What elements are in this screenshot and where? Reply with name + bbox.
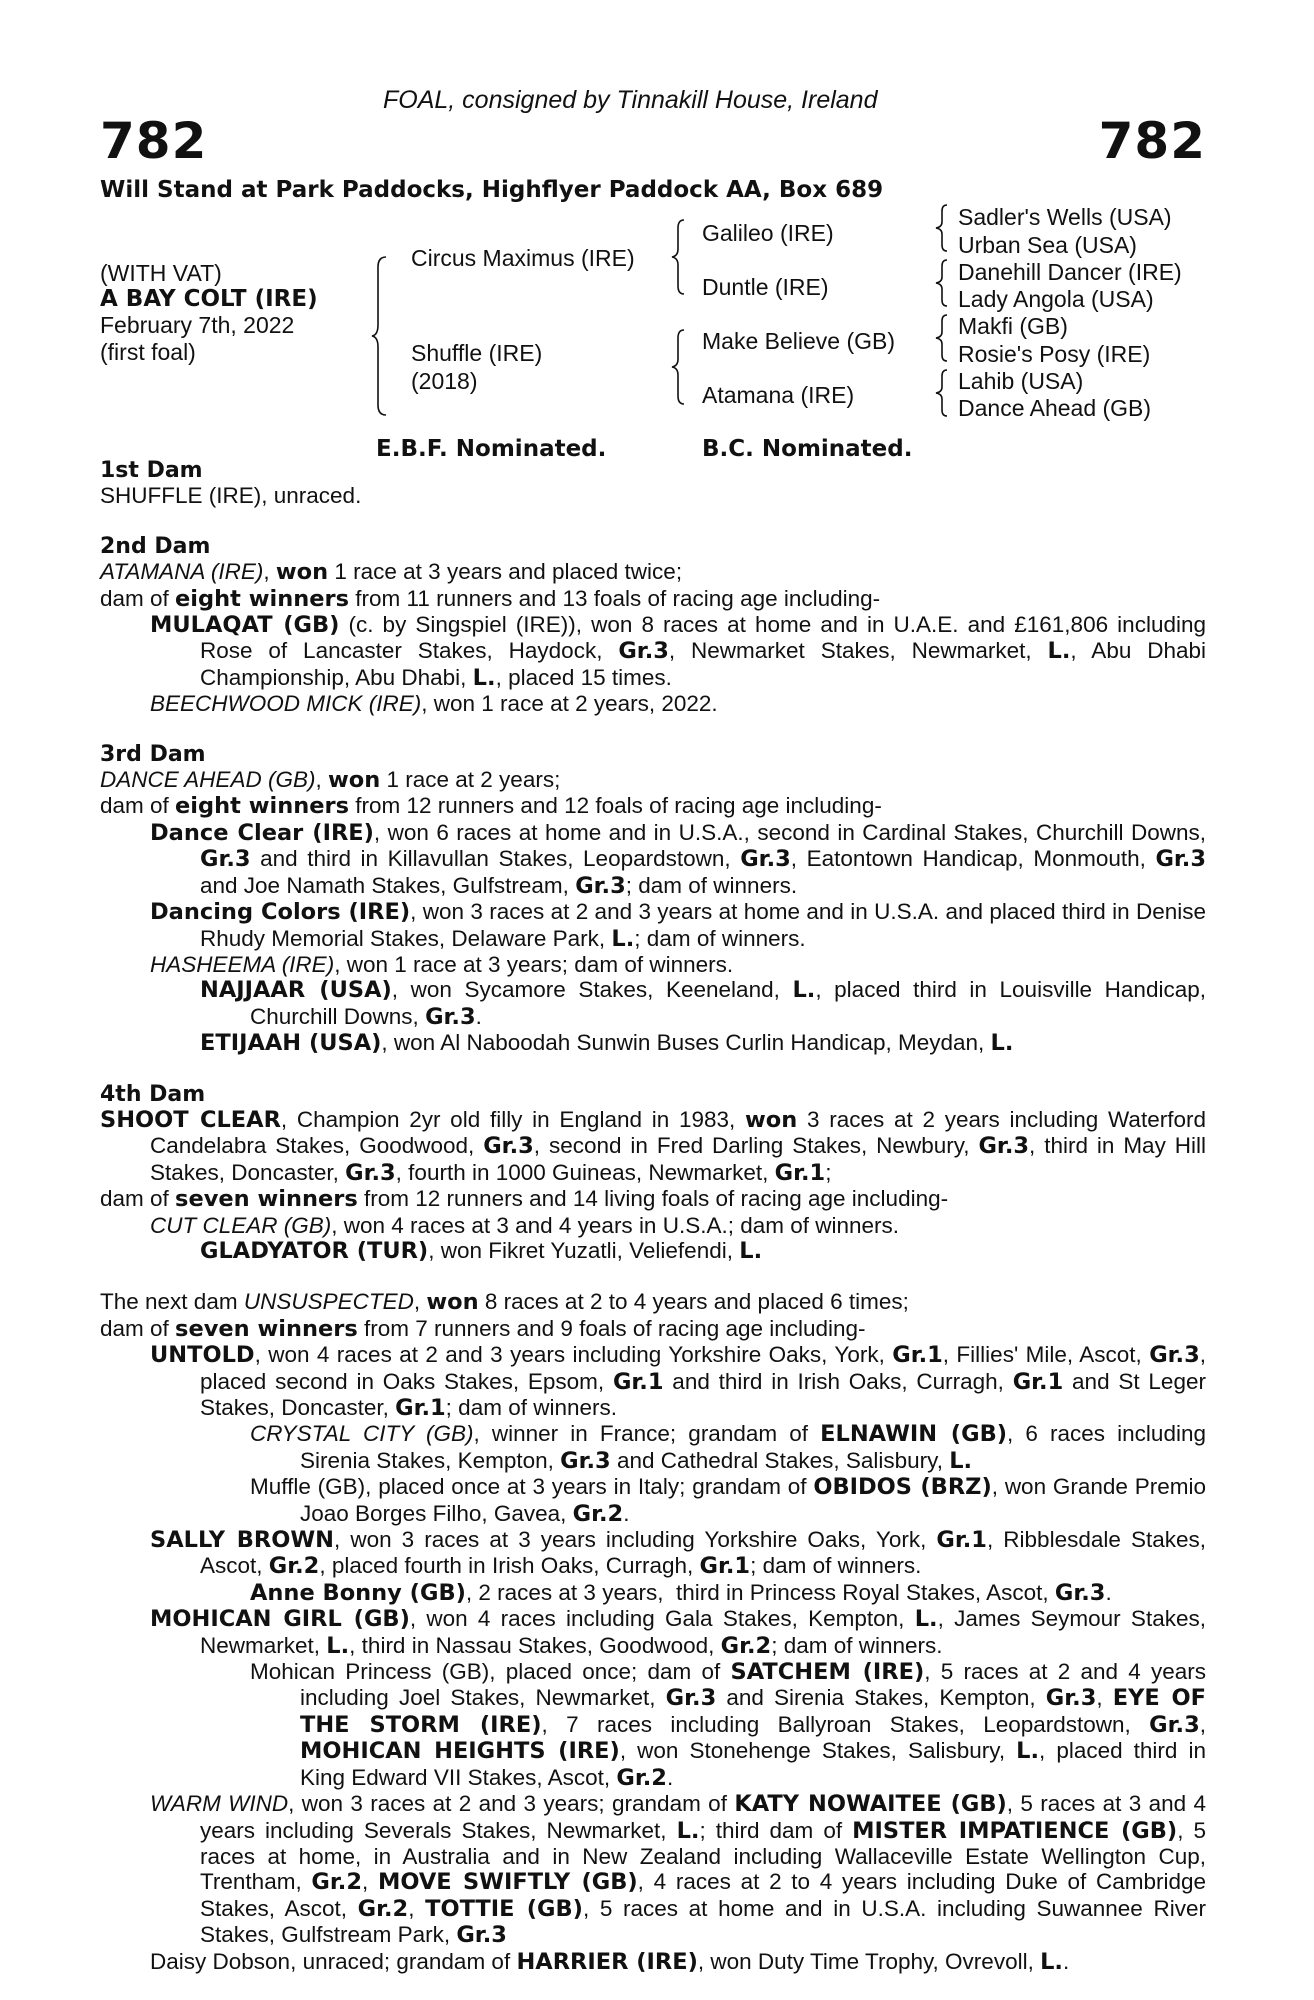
pedigree-dam-year: (2018) (411, 368, 478, 394)
pedigree-sds: Danehill Dancer (IRE) (958, 259, 1182, 285)
next-dam-progeny-untold: UNTOLD, won 4 races at 2 and 3 years including Yorkshire Oaks, York, Gr.1, Fillies' Mile, Ascot, Gr.3, placed second in Oaks Stakes, Epsom, Gr.1 and third in Irish Oaks, Curragh, Gr.1 and St Leger Stakes, Doncaster, Gr.1; dam of winners. (150, 1342, 1207, 1421)
fourth-dam-shoot-clear: SHOOT CLEAR, Champion 2yr old filly in England in 1983, won 3 races at 2 years including Waterford Candelabra Stakes, Goodwood, Gr.3, second in Fred Darling Stakes, Newbury, Gr.3, third in May Hill Stakes, Doncaster, Gr.3, fourth in 1000 Guineas, Newmarket, Gr.1; (100, 1106, 1206, 1186)
third-dam-line-2: dam of eight winners from 12 runners and 12 foals of racing age including- (100, 793, 882, 820)
pedigree-ddd: Dance Ahead (GB) (958, 395, 1152, 421)
third-dam-line-1: DANCE AHEAD (GB), won 1 race at 2 years; (100, 767, 561, 794)
pedigree-brace-sire (670, 218, 688, 296)
next-dam-line-2: dam of seven winners from 7 runners and 9 foals of racing age including- (100, 1315, 866, 1342)
pedigree-dd: Atamana (IRE) (702, 382, 855, 408)
next-dam-progeny-warm-wind: WARM WIND, won 3 races at 2 and 3 years; grandam of KATY NOWAITEE (GB), 5 races at 3 and 4 years including Severals Stakes, Newmarket, L.; third dam of MISTER IMPATIENCE (GB), 5 races at home, in Australia and in New Zealand including Wallaceville Estate Wellington Cup, Trentham, Gr.2, MOVE SWIFTLY (GB), 4 races at 2 to 4 years including Duke of Cambridge Stakes, Ascot, Gr.2, TOTTIE (GB), 5 races at home and in U.S.A. including Suwannee River Stakes, Gulfstream Park, Gr.3 (150, 1791, 1207, 1949)
pedigree-ss: Galileo (IRE) (702, 220, 834, 246)
fourth-dam-heading: 4th Dam (100, 1081, 206, 1107)
third-dam-progeny-etijaah: ETIJAAH (USA), won Al Naboodah Sunwin Buses Curlin Handicap, Meydan, L. (200, 1030, 1014, 1057)
pedigree-dds: Lahib (USA) (958, 368, 1084, 394)
pedigree-brace-ds (934, 313, 950, 363)
vat-note: (WITH VAT) (100, 260, 222, 286)
lot-number-left: 782 (100, 112, 208, 170)
second-dam-line-2: dam of eight winners from 11 runners and 13 foals of racing age including- (100, 585, 881, 612)
third-dam-progeny-hasheema: HASHEEMA (IRE), won 1 race at 3 years; dam of winners. (150, 951, 734, 977)
fourth-dam-progeny-gladyator: GLADYATOR (TUR), won Fikret Yuzatli, Veliefendi, L. (200, 1237, 763, 1264)
third-dam-heading: 3rd Dam (100, 741, 206, 767)
pedigree-brace-dd (934, 368, 950, 418)
pedigree-dsd: Rosie's Posy (IRE) (958, 341, 1151, 367)
second-dam-line-1: ATAMANA (IRE), won 1 race at 3 years and placed twice; (100, 559, 683, 586)
first-dam-text: SHUFFLE (IRE), unraced. (100, 483, 362, 509)
pedigree-ssd: Urban Sea (USA) (958, 232, 1137, 258)
ebf-nomination: E.B.F. Nominated. (376, 436, 607, 462)
pedigree-brace-main (370, 255, 390, 417)
pedigree-sire: Circus Maximus (IRE) (411, 245, 635, 271)
next-dam-progeny-muffle: Muffle (GB), placed once at 3 years in Italy; grandam of OBIDOS (BRZ), won Grande Premio Joao Borges Filho, Gavea, Gr.2. (250, 1474, 1206, 1527)
second-dam-progeny-mulaqat: MULAQAT (GB) (c. by Singspiel (IRE)), won 8 races at home and in U.A.E. and £161,806 including Rose of Lancaster Stakes, Haydock, Gr.3, Newmarket Stakes, Newmarket, L., Abu Dhabi Championship, Abu Dhabi, L., placed 15 times. (150, 612, 1207, 691)
pedigree-sdd: Lady Angola (USA) (958, 286, 1154, 312)
pedigree-sd: Duntle (IRE) (702, 274, 829, 300)
pedigree-sss: Sadler's Wells (USA) (958, 204, 1172, 230)
pedigree-dam: Shuffle (IRE) (411, 340, 543, 366)
pedigree-brace-dam (670, 328, 688, 406)
third-dam-progeny-dancing-colors: Dancing Colors (IRE), won 3 races at 2 and 3 years at home and in U.S.A. and placed third in Denise Rhudy Memorial Stakes, Delaware Park, L.; dam of winners. (150, 899, 1207, 952)
fourth-dam-line-2: dam of seven winners from 12 runners and 14 living foals of racing age including- (100, 1186, 949, 1213)
next-dam-progeny-anne-bonny: Anne Bonny (GB), 2 races at 3 years, third in Princess Royal Stakes, Ascot, Gr.3. (250, 1579, 1112, 1606)
next-dam-progeny-daisy-dobson: Daisy Dobson, unraced; grandam of HARRIER (IRE), won Duty Time Trophy, Ovrevoll, L.. (150, 1948, 1070, 1975)
horse-name: A BAY COLT (IRE) (100, 286, 318, 312)
fourth-dam-progeny-cut-clear: CUT CLEAR (GB), won 4 races at 3 and 4 years in U.S.A.; dam of winners. (150, 1212, 900, 1238)
third-dam-progeny-najjaar: NAJJAAR (USA), won Sycamore Stakes, Keeneland, L., placed third in Louisville Handicap, Churchill Downs, Gr.3. (200, 977, 1206, 1030)
pedigree-brace-sd (934, 258, 950, 308)
consignor-line: FOAL, consigned by Tinnakill House, Ireland (383, 86, 878, 114)
next-dam-progeny-sally-brown: SALLY BROWN, won 3 races at 3 years including Yorkshire Oaks, York, Gr.1, Ribblesdale Stakes, Ascot, Gr.2, placed fourth in Irish Oaks, Curragh, Gr.1; dam of winners. (150, 1527, 1206, 1580)
horse-dob: February 7th, 2022 (100, 312, 295, 338)
second-dam-heading: 2nd Dam (100, 533, 211, 559)
stand-line: Will Stand at Park Paddocks, Highflyer Paddock AA, Box 689 (100, 177, 884, 203)
second-dam-progeny-beechwood: BEECHWOOD MICK (IRE), won 1 race at 2 years, 2022. (150, 691, 718, 717)
bc-nomination: B.C. Nominated. (702, 436, 913, 462)
next-dam-progeny-mohican-girl: MOHICAN GIRL (GB), won 4 races including Gala Stakes, Kempton, L., James Seymour Stakes, Newmarket, L., third in Nassau Stakes, Goodwood, Gr.2; dam of winners. (150, 1606, 1206, 1659)
pedigree-ds: Make Believe (GB) (702, 328, 896, 354)
next-dam-progeny-mohican-princess: Mohican Princess (GB), placed once; dam of SATCHEM (IRE), 5 races at 2 and 4 years including Joel Stakes, Newmarket, Gr.3 and Sirenia Stakes, Kempton, Gr.3, EYE OF THE STORM (IRE), 7 races including Ballyroan Stakes, Leopardstown, Gr.3, MOHICAN HEIGHTS (IRE), won Stonehenge Stakes, Salisbury, L., placed third in King Edward VII Stakes, Ascot, Gr.2. (250, 1659, 1207, 1791)
first-dam-heading: 1st Dam (100, 458, 203, 483)
pedigree-dss: Makfi (GB) (958, 313, 1068, 339)
lot-number-right: 782 (1098, 112, 1206, 170)
catalogue-body (100, 458, 1206, 1975)
third-dam-progeny-dance-clear: Dance Clear (IRE), won 6 races at home and in U.S.A., second in Cardinal Stakes, Churchill Downs, Gr.3 and third in Killavullan Stakes, Leopardstown, Gr.3, Eatontown Handicap, Monmouth, Gr.3 and Joe Namath Stakes, Gulfstream, Gr.3; dam of winners. (150, 819, 1207, 899)
next-dam-progeny-crystal-city: CRYSTAL CITY (GB), winner in France; grandam of ELNAWIN (GB), 6 races including Sirenia Stakes, Kempton, Gr.3 and Cathedral Stakes, Salisbury, L. (250, 1421, 1206, 1474)
next-dam-line-1: The next dam UNSUSPECTED, won 8 races at 2 to 4 years and placed 6 times; (100, 1289, 909, 1316)
horse-note: (first foal) (100, 339, 196, 365)
pedigree-brace-ss (934, 203, 950, 253)
